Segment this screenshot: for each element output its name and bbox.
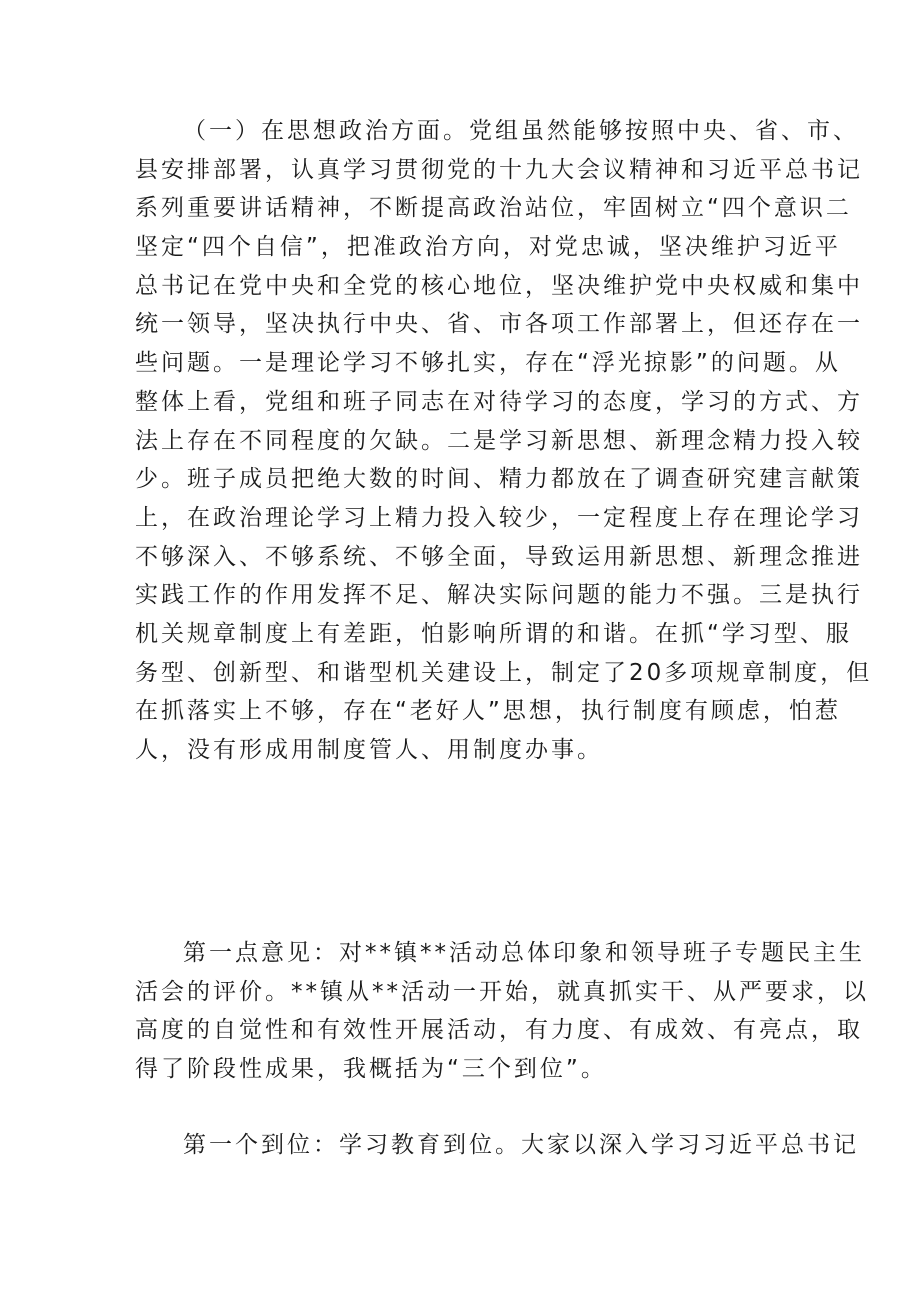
paragraph-line: 总书记在党中央和全党的核心地位，坚决维护党中央权威和集中 bbox=[135, 272, 863, 299]
paragraph-first-opinion bbox=[135, 934, 869, 1089]
paragraph-line: 在抓落实上不够，存在“老好人”思想，执行制度有顾虑，怕惹 bbox=[135, 698, 841, 725]
paragraph-line: 些问题。一是理论学习不够扎实，存在“浮光掠影”的问题。从 bbox=[135, 350, 841, 377]
paragraph-line: 务型、创新型、和谐型机关建设上，制定了20多项规章制度，但 bbox=[135, 659, 873, 686]
paragraph-line: 第一点意见：对**镇**活动总体印象和领导班子专题民主生 bbox=[183, 940, 865, 966]
paragraph-line: 统一领导，坚决执行中央、省、市各项工作部署上，但还存在一 bbox=[135, 311, 863, 338]
paragraph-line: 活会的评价。**镇从**活动一开始，就真抓实干、从严要求，以 bbox=[135, 978, 869, 1005]
paragraph-line: 坚定“四个自信”，把准政治方向，对党忠诚，坚决维护习近平 bbox=[135, 234, 841, 261]
paragraph-line: 实践工作的作用发挥不足、解决实际问题的能力不强。三是执行 bbox=[135, 582, 863, 609]
paragraph-line: 人，没有形成用制度管人、用制度办事。 bbox=[135, 737, 603, 763]
paragraph-line: 县安排部署，认真学习贯彻党的十九大会议精神和习近平总书记 bbox=[135, 156, 863, 183]
paragraph-line: 整体上看，党组和班子同志在对待学习的态度，学习的方式、方 bbox=[135, 388, 863, 415]
paragraph-line: 第一个到位：学习教育到位。大家以深入学习习近平总书记 bbox=[183, 1132, 859, 1158]
paragraph-ideological-political bbox=[135, 112, 873, 770]
paragraph-first-in-place bbox=[135, 1126, 859, 1165]
paragraph-line: 高度的自觉性和有效性开展活动，有力度、有成效、有亮点，取 bbox=[135, 1017, 863, 1044]
paragraph-line: 不够深入、不够系统、不够全面，导致运用新思想、新理念推进 bbox=[135, 543, 863, 570]
paragraph-line: 得了阶段性成果，我概括为“三个到位”。 bbox=[135, 1056, 607, 1083]
paragraph-line: 机关规章制度上有差距，怕影响所谓的和谐。在抓“学习型、服 bbox=[135, 620, 852, 647]
paragraph-line: 法上存在不同程度的欠缺。二是学习新思想、新理念精力投入较 bbox=[135, 427, 863, 454]
paragraph-line: 上，在政治理论学习上精力投入较少，一定程度上存在理论学习 bbox=[135, 504, 863, 531]
paragraph-line: 少。班子成员把绝大数的时间、精力都放在了调查研究建言献策 bbox=[135, 466, 863, 493]
paragraph-line: （一）在思想政治方面。党组虽然能够按照中央、省、市、 bbox=[183, 118, 859, 144]
paragraph-line: 系列重要讲话精神，不断提高政治站位，牢固树立“四个意识二 bbox=[135, 195, 852, 222]
